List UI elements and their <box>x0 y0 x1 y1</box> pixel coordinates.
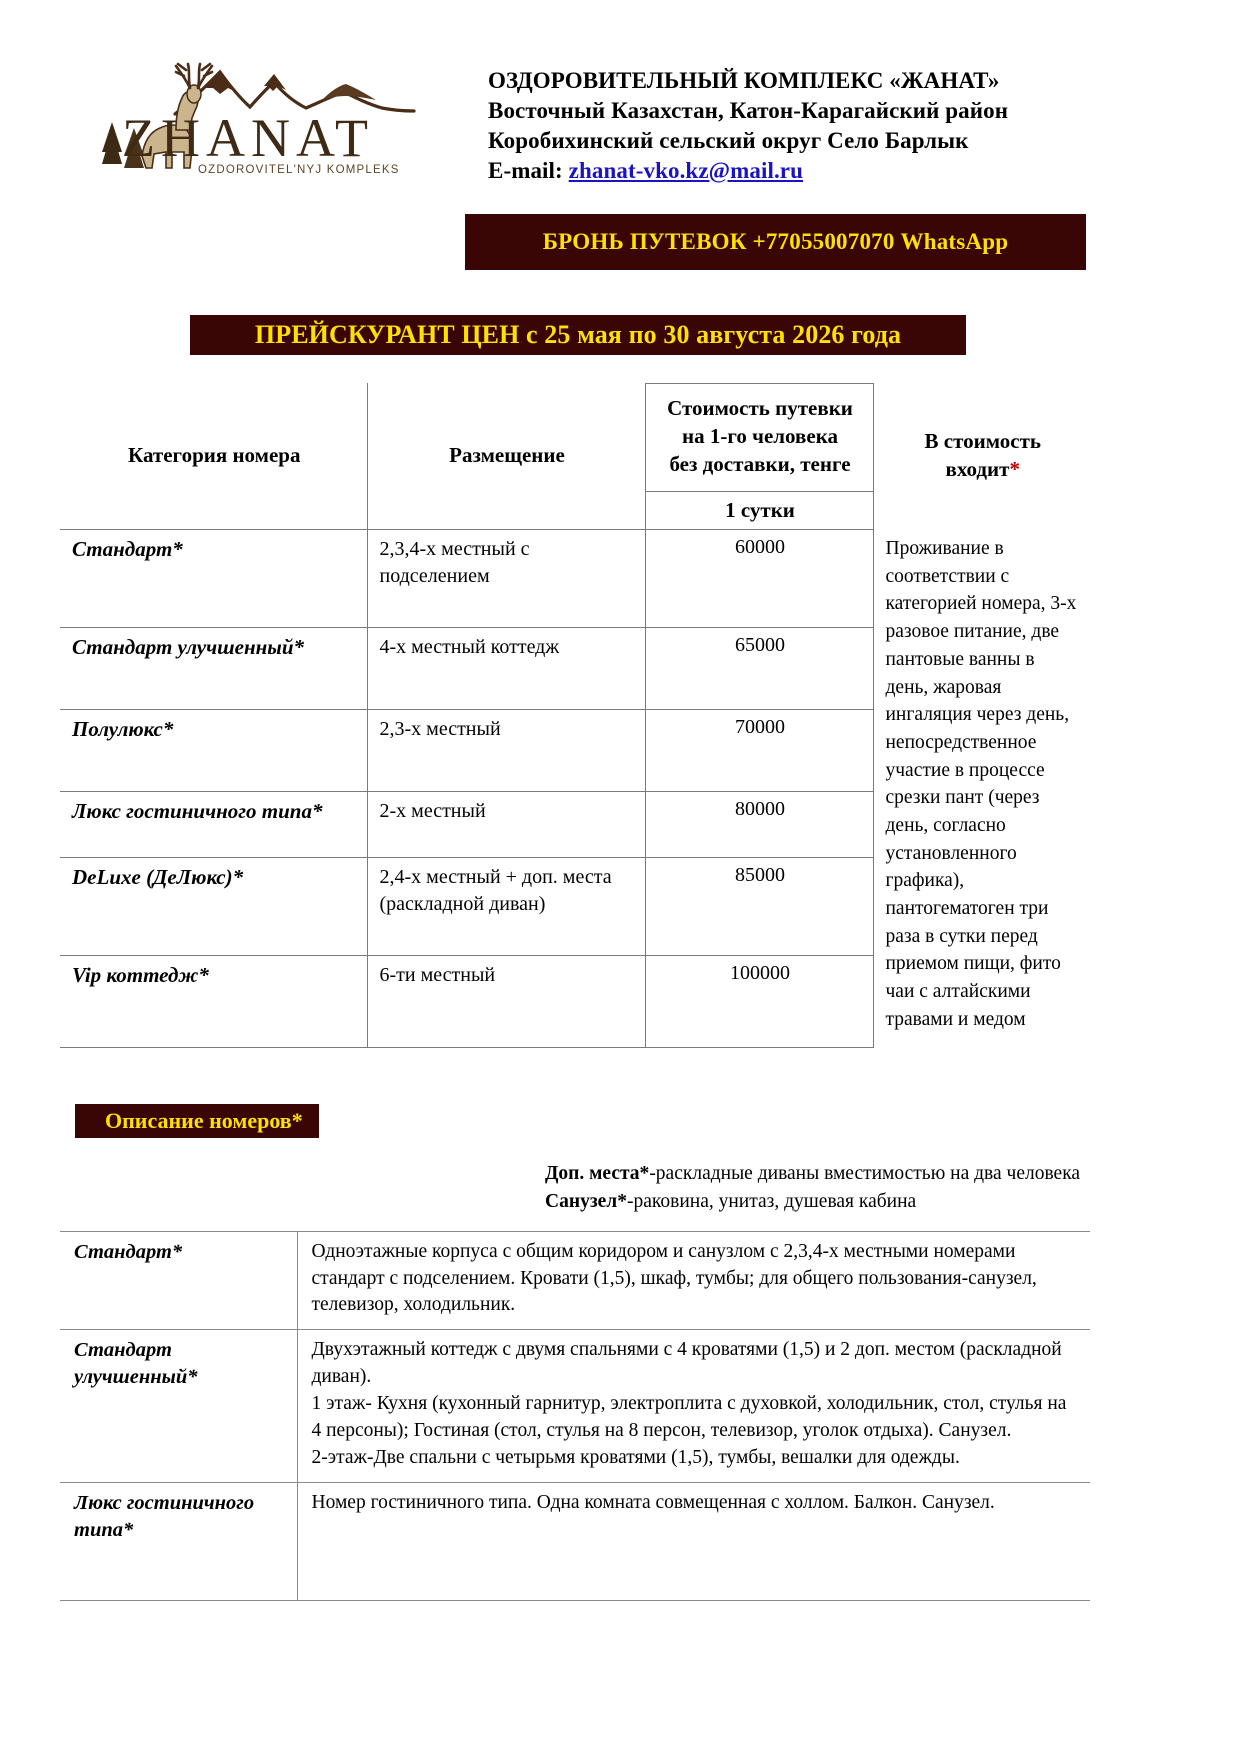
description-row <box>60 1330 1090 1483</box>
header-cost-line2: на 1-го человека <box>682 424 838 449</box>
row-placement: 6-ти местный <box>367 955 645 1047</box>
org-address: Коробихинский сельский округ Село Барлык <box>488 127 969 153</box>
zhanat-logo-icon <box>80 52 420 170</box>
description-body <box>297 1330 1090 1483</box>
row-category: Полулюкс* <box>60 709 367 791</box>
included-star: * <box>1009 457 1020 482</box>
section-title-container <box>0 1048 1241 1139</box>
description-paragraph: 1 этаж- Кухня (кухонный гарнитур, электроплита с духовкой, холодильник, стол, стулья на 4 персоны); Гостиная (стол, стулья на 8 персон, телевизор, уголок отдыха). Санузел. <box>311 1393 1067 1442</box>
description-body <box>297 1482 1090 1600</box>
header-cost <box>645 383 873 491</box>
note-bathroom-label: Санузел* <box>545 1191 627 1213</box>
header-cost-line1: Стоимость путевки <box>667 396 853 421</box>
price-list-title: ПРЕЙСКУРАНТ ЦЕН с 25 мая по 30 августа 2026 года <box>190 315 966 355</box>
header-included <box>873 383 1090 529</box>
description-table <box>60 1231 1090 1601</box>
row-price: 70000 <box>645 709 873 791</box>
notes-block <box>0 1138 1241 1217</box>
row-placement: 2,3-х местный <box>367 709 645 791</box>
note-bathroom-text: -раковина, унитаз, душевая кабина <box>627 1191 917 1213</box>
description-body <box>297 1231 1090 1330</box>
description-row <box>60 1482 1090 1600</box>
description-paragraph: 2-этаж-Две спальни с четырьмя кроватями (1,5), тумбы, вешалки для одежды. <box>311 1446 960 1468</box>
table-header-row <box>60 383 1090 491</box>
row-price: 85000 <box>645 857 873 955</box>
row-price: 100000 <box>645 955 873 1047</box>
included-description: Проживание в соответствии с категорией номера, 3-х разовое питание, две пантовые ванны в день, жаровая ингаляция через день, непосредственное участие в процессе срезки пант (через день, согласно установленного графика), пантогематоген три раза в сутки перед приемом пищи, фито чаи с алтайскими травами и медом <box>885 538 1077 1030</box>
row-placement: 4-х местный коттедж <box>367 627 645 709</box>
row-placement: 2,3,4-х местный с подселением <box>367 529 645 627</box>
email-label: E-mail: <box>488 157 563 183</box>
price-table <box>60 383 1090 1048</box>
row-placement: 2,4-х местный + доп. места (раскладной диван) <box>367 857 645 955</box>
description-name: Стандарт улучшенный* <box>60 1330 297 1483</box>
subheader-period: 1 сутки <box>645 491 873 529</box>
description-paragraph: Одноэтажные корпуса с общим коридором и санузлом с 2,3,4-х местными номерами стандарт с подселением. Кровати (1,5), шкаф, тумбы; для общего пользования-санузел, телевизор, холодильник. <box>311 1240 1037 1316</box>
header-category: Категория номера <box>128 442 301 467</box>
header-placement: Размещение <box>367 383 645 529</box>
header-included-line2: входит* <box>945 457 1020 482</box>
org-name: ОЗДОРОВИТЕЛЬНЫЙ КОМПЛЕКС «ЖАНАТ» <box>488 68 1000 93</box>
org-region: Восточный Казахстан, Катон-Карагайский район <box>488 97 1009 123</box>
row-category: DeLuxe (ДеЛюкс)* <box>60 857 367 955</box>
note-extra-beds <box>0 1160 1181 1188</box>
description-name: Люкс гостиничного типа* <box>60 1482 297 1600</box>
logo-subtitle: OZDOROVITEL'NYJ KOMPLEKS <box>198 164 400 176</box>
note-extra-beds-text: -раскладные диваны вместимостью на два человека <box>649 1163 1081 1185</box>
section-title: Описание номеров* <box>75 1104 319 1139</box>
row-placement: 2-х местный <box>367 791 645 857</box>
row-category: Стандарт* <box>60 529 367 627</box>
row-category: Стандарт улучшенный* <box>60 627 367 709</box>
description-paragraph: Номер гостиничного типа. Одна комната совмещенная с холлом. Балкон. Санузел. <box>311 1491 995 1513</box>
header-cost-line3: без доставки, тенге <box>669 451 851 476</box>
svg-text:ZHANAT: ZHANAT <box>122 108 374 168</box>
booking-banner: БРОНЬ ПУТЕВОК +77055007070 WhatsApp <box>465 214 1086 270</box>
header-included-line1: В стоимость <box>924 429 1041 454</box>
description-paragraph: Двухэтажный коттедж с двумя спальнями с 4 кроватями (1,5) и 2 доп. местом (раскладной диван). <box>311 1339 1062 1388</box>
table-row <box>60 529 1090 627</box>
row-category: Люкс гостиничного типа* <box>60 791 367 857</box>
row-price: 60000 <box>645 529 873 627</box>
document-header <box>0 0 1241 186</box>
description-name: Стандарт* <box>60 1231 297 1330</box>
row-price: 80000 <box>645 791 873 857</box>
row-price: 65000 <box>645 627 873 709</box>
org-email-row <box>488 156 1181 186</box>
email-link[interactable]: zhanat-vko.kz@mail.ru <box>568 157 804 183</box>
row-category: Vip коттедж* <box>60 955 367 1047</box>
note-extra-beds-label: Доп. места* <box>545 1163 650 1185</box>
description-table-container <box>0 1217 1241 1601</box>
note-bathroom <box>0 1188 1181 1216</box>
logo <box>60 52 480 176</box>
organization-details <box>480 52 1181 186</box>
description-row <box>60 1231 1090 1330</box>
price-table-container <box>0 355 1241 1048</box>
